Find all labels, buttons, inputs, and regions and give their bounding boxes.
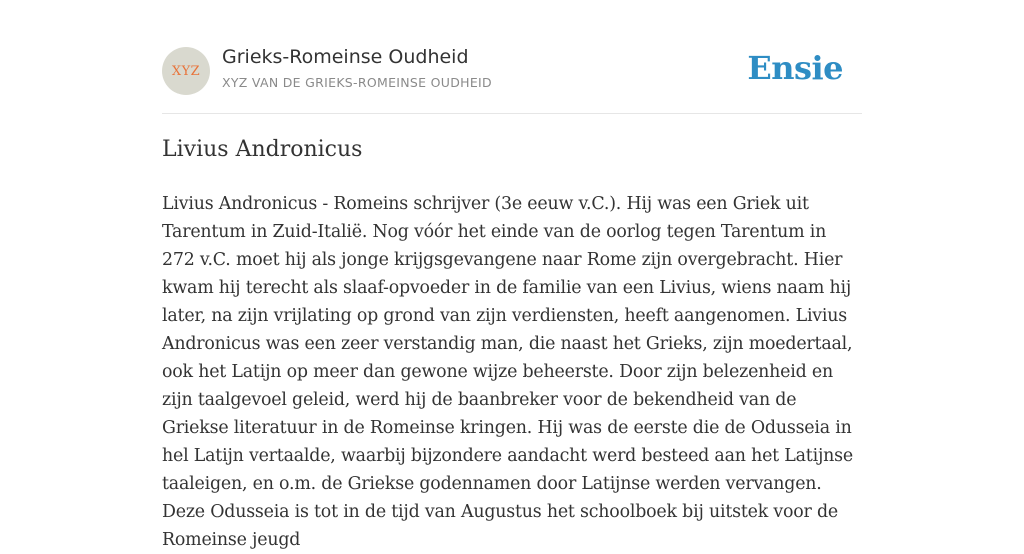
avatar-initials: XYZ	[171, 63, 201, 79]
publication-subtitle: XYZ VAN DE GRIEKS-ROMEINSE OUDHEID	[222, 75, 492, 90]
page-container	[162, 0, 862, 550]
publication-name-link[interactable]: Grieks-Romeinse Oudheid	[222, 46, 469, 68]
article-title: Livius Andronicus	[162, 137, 363, 162]
publication-header	[162, 0, 862, 114]
article-body: Livius Andronicus - Romeins schrijver (3e eeuw v.C.). Hij was een Griek uit Tarentum in Zuid-Italië. Nog vóór het einde van de oorlog tegen Tarentum in 272 v.C. moet hij als jonge krijgsgevangene naar Rome zijn overgebracht. Hier kwam hij terecht als slaaf-opvoeder in de familie van een Livius, wiens naam hij later, na zijn vrijlating op grond van zijn verdiensten, heeft aangenomen. Livius Andronicus was een zeer verstandig man, die naast het Grieks, zijn moedertaal, ook het Latijn op meer dan gewone wijze beheerste. Door zijn belezenheid en zijn taalgevoel geleid, werd hij de baanbreker voor de bekendheid van de Griekse literatuur in de Romeinse kringen. Hij was de eerste die de Odusseia in hel Latijn vertaalde, waarbij bijzondere aandacht werd besteed aan het Latijnse taaleigen, en o.m. de Griekse godennamen door Latijnse werden vervangen. Deze Odusseia is tot in de tijd van Augustus het schoolboek bij uitstek voor de Romeinse jeugd	[162, 194, 853, 550]
ensie-logo[interactable]: Ensie	[747, 49, 843, 87]
publication-avatar[interactable]	[162, 47, 210, 95]
